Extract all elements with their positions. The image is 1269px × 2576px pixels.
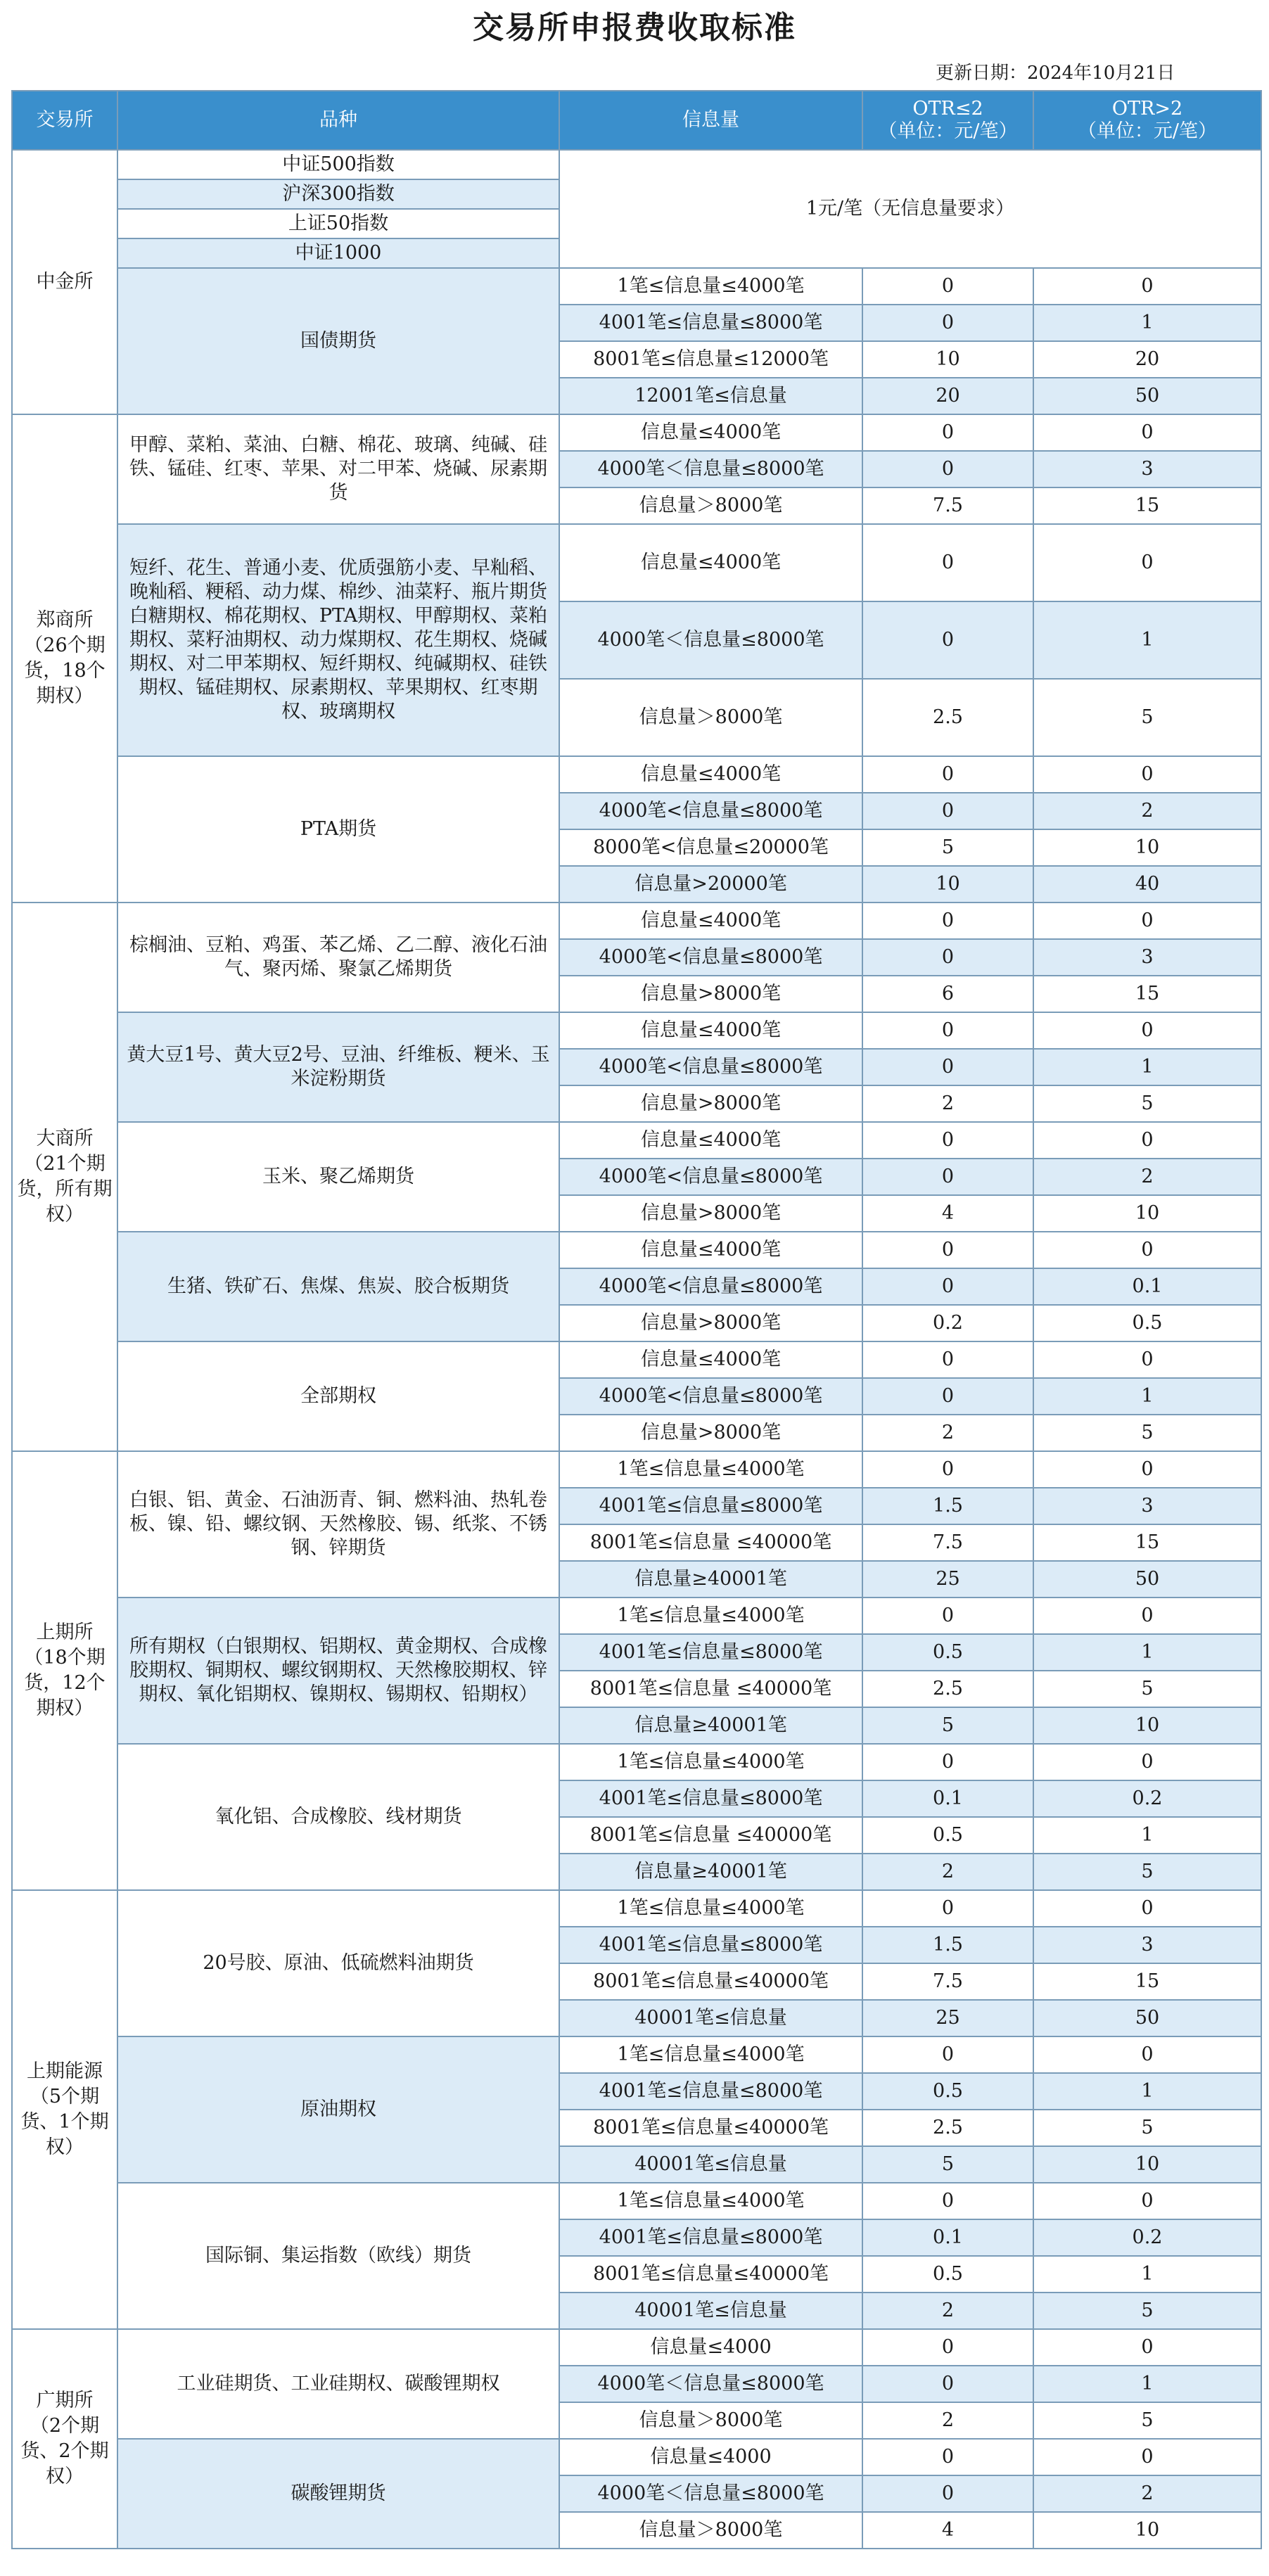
info-range-cell: 8001笔≤信息量≤40000笔 [559, 1963, 862, 2000]
fee-otr-gt-2-cell: 5 [1033, 2402, 1261, 2439]
fee-otr-gt-2-cell: 50 [1033, 1561, 1261, 1598]
exchange-cell: 中金所 [12, 150, 117, 414]
fee-otr-le-2-cell: 0 [862, 2329, 1033, 2366]
fee-otr-gt-2-cell: 3 [1033, 451, 1261, 487]
exchange-cell: 上期所 （18个期货，12个期权） [12, 1451, 117, 1890]
fee-otr-le-2-cell: 0.1 [862, 2219, 1033, 2256]
info-range-cell: 信息量≤4000笔 [559, 1341, 862, 1378]
fee-otr-le-2-cell: 0 [862, 1159, 1033, 1195]
index-product-cell: 中证1000 [117, 238, 559, 268]
header-otr-gt-2-line2: （单位：元/笔） [1077, 120, 1218, 142]
info-range-cell: 信息量≤4000笔 [559, 903, 862, 939]
fee-otr-le-2-cell: 0 [862, 451, 1033, 487]
table-row [12, 1451, 1261, 1488]
fee-otr-le-2-cell: 7.5 [862, 487, 1033, 524]
table-row [12, 1341, 1261, 1378]
fee-otr-le-2-cell: 0 [862, 793, 1033, 829]
fee-otr-le-2-cell: 0 [862, 1232, 1033, 1268]
fee-otr-le-2-cell: 0 [862, 2183, 1033, 2219]
fee-otr-le-2-cell: 25 [862, 2000, 1033, 2036]
fee-otr-le-2-cell: 1.5 [862, 1927, 1033, 1963]
fee-otr-le-2-cell: 0 [862, 2475, 1033, 2512]
header-product: 品种 [117, 91, 559, 150]
info-range-cell: 4000笔＜信息量≤8000笔 [559, 451, 862, 487]
fee-otr-gt-2-cell: 0 [1033, 1232, 1261, 1268]
fee-otr-le-2-cell: 0.2 [862, 1305, 1033, 1341]
fee-otr-le-2-cell: 0 [862, 1341, 1033, 1378]
fee-otr-gt-2-cell: 5 [1033, 679, 1261, 756]
fee-table [11, 90, 1262, 2549]
fee-otr-gt-2-cell: 5 [1033, 1854, 1261, 1890]
info-range-cell: 信息量≤4000 [559, 2439, 862, 2475]
index-product-cell: 中证500指数 [117, 150, 559, 179]
table-row [12, 268, 1261, 305]
fee-otr-le-2-cell: 7.5 [862, 1524, 1033, 1561]
info-range-cell: 40001笔≤信息量 [559, 2146, 862, 2183]
info-range-cell: 信息量>8000笔 [559, 1195, 862, 1232]
fee-otr-le-2-cell: 0 [862, 2439, 1033, 2475]
fee-otr-gt-2-cell: 10 [1033, 1707, 1261, 1744]
product-cell: 生猪、铁矿石、焦煤、焦炭、胶合板期货 [117, 1232, 559, 1341]
fee-otr-gt-2-cell: 50 [1033, 2000, 1261, 2036]
info-range-cell: 信息量≤4000笔 [559, 1232, 862, 1268]
fee-otr-gt-2-cell: 0 [1033, 1744, 1261, 1780]
fee-otr-gt-2-cell: 1 [1033, 2073, 1261, 2110]
info-range-cell: 8001笔≤信息量≤40000笔 [559, 2110, 862, 2146]
fee-otr-le-2-cell: 0 [862, 2036, 1033, 2073]
fee-otr-le-2-cell: 0 [862, 1378, 1033, 1415]
product-cell: 棕榈油、豆粕、鸡蛋、苯乙烯、乙二醇、液化石油气、聚丙烯、聚氯乙烯期货 [117, 903, 559, 1012]
header-exchange: 交易所 [12, 91, 117, 150]
info-range-cell: 信息量≥40001笔 [559, 1707, 862, 1744]
header-otr-gt-2-line1: OTR>2 [1111, 98, 1183, 120]
fee-otr-le-2-cell: 2 [862, 1854, 1033, 1890]
info-range-cell: 信息量≤4000笔 [559, 1122, 862, 1159]
info-range-cell: 12001笔≤信息量 [559, 378, 862, 414]
table-row [12, 903, 1261, 939]
index-product-cell: 上证50指数 [117, 209, 559, 238]
fee-otr-gt-2-cell: 0.2 [1033, 2219, 1261, 2256]
fee-otr-le-2-cell: 10 [862, 341, 1033, 378]
exchange-cell: 上期能源 （5个期货、1个期权） [12, 1890, 117, 2329]
fee-otr-gt-2-cell: 0 [1033, 2329, 1261, 2366]
fee-otr-le-2-cell: 7.5 [862, 1963, 1033, 2000]
info-range-cell: 8000笔<信息量≤20000笔 [559, 829, 862, 866]
table-row [12, 1122, 1261, 1159]
fee-otr-gt-2-cell: 2 [1033, 793, 1261, 829]
fee-otr-gt-2-cell: 0.5 [1033, 1305, 1261, 1341]
index-rule-cell: 1元/笔（无信息量要求） [559, 150, 1261, 268]
info-range-cell: 信息量≤4000笔 [559, 414, 862, 451]
table-row [12, 1232, 1261, 1268]
fee-otr-le-2-cell: 0 [862, 1451, 1033, 1488]
info-range-cell: 信息量>8000笔 [559, 1085, 862, 1122]
header-otr-le-2-line1: OTR≤2 [912, 98, 983, 120]
fee-otr-gt-2-cell: 3 [1033, 1488, 1261, 1524]
header-otr-le-2 [862, 91, 1033, 150]
fee-otr-le-2-cell: 2.5 [862, 2110, 1033, 2146]
product-cell: 短纤、花生、普通小麦、优质强筋小麦、早籼稻、晚籼稻、粳稻、动力煤、棉纱、油菜籽、瓶片期货 白糖期权、棉花期权、PTA期权、甲醇期权、菜粕期权、菜籽油期权、动力煤期权、花生期权、烧碱期权、对二甲苯期权、短纤期权、纯碱期权、硅铁期权、锰硅期权、尿素期权、苹果期权、红枣期权、玻璃期权 [117, 524, 559, 756]
info-range-cell: 40001笔≤信息量 [559, 2000, 862, 2036]
fee-otr-gt-2-cell: 15 [1033, 487, 1261, 524]
info-range-cell: 4000笔<信息量≤8000笔 [559, 939, 862, 976]
product-cell: 甲醇、菜粕、菜油、白糖、棉花、玻璃、纯碱、硅铁、锰硅、红枣、苹果、对二甲苯、烧碱、尿素期货 [117, 414, 559, 524]
info-range-cell: 8001笔≤信息量≤12000笔 [559, 341, 862, 378]
fee-otr-gt-2-cell: 0 [1033, 2183, 1261, 2219]
fee-otr-le-2-cell: 2 [862, 1415, 1033, 1451]
fee-otr-le-2-cell: 2.5 [862, 1671, 1033, 1707]
fee-otr-gt-2-cell: 5 [1033, 1085, 1261, 1122]
info-range-cell: 1笔≤信息量≤4000笔 [559, 1598, 862, 1634]
product-cell: 氧化铝、合成橡胶、线材期货 [117, 1744, 559, 1890]
fee-otr-le-2-cell: 5 [862, 2146, 1033, 2183]
fee-otr-gt-2-cell: 1 [1033, 2256, 1261, 2293]
info-range-cell: 4001笔≤信息量≤8000笔 [559, 2219, 862, 2256]
product-cell: 国际铜、集运指数（欧线）期货 [117, 2183, 559, 2329]
page-title: 交易所申报费收取标准 [473, 10, 796, 46]
info-range-cell: 信息量>20000笔 [559, 866, 862, 903]
fee-otr-le-2-cell: 25 [862, 1561, 1033, 1598]
info-range-cell: 4000笔＜信息量≤8000笔 [559, 2366, 862, 2402]
fee-otr-gt-2-cell: 10 [1033, 829, 1261, 866]
fee-otr-le-2-cell: 0 [862, 268, 1033, 305]
fee-otr-le-2-cell: 2.5 [862, 679, 1033, 756]
info-range-cell: 1笔≤信息量≤4000笔 [559, 268, 862, 305]
fee-otr-gt-2-cell: 1 [1033, 601, 1261, 679]
fee-otr-gt-2-cell: 0 [1033, 1451, 1261, 1488]
fee-otr-gt-2-cell: 1 [1033, 1634, 1261, 1671]
product-cell: 黄大豆1号、黄大豆2号、豆油、纤维板、粳米、玉米淀粉期货 [117, 1012, 559, 1122]
product-cell: 原油期权 [117, 2036, 559, 2183]
fee-otr-gt-2-cell: 0 [1033, 2439, 1261, 2475]
info-range-cell: 8001笔≤信息量 ≤40000笔 [559, 1671, 862, 1707]
fee-otr-gt-2-cell: 0 [1033, 903, 1261, 939]
product-cell: 20号胶、原油、低硫燃料油期货 [117, 1890, 559, 2036]
fee-otr-gt-2-cell: 0 [1033, 1890, 1261, 1927]
table-row [12, 414, 1261, 451]
product-cell: 国债期货 [117, 268, 559, 414]
fee-otr-le-2-cell: 5 [862, 829, 1033, 866]
table-row [12, 1890, 1261, 1927]
product-cell: 工业硅期货、工业硅期权、碳酸锂期权 [117, 2329, 559, 2439]
fee-otr-gt-2-cell: 15 [1033, 1963, 1261, 2000]
fee-otr-gt-2-cell: 0 [1033, 1341, 1261, 1378]
info-range-cell: 8001笔≤信息量 ≤40000笔 [559, 1524, 862, 1561]
info-range-cell: 信息量≤4000 [559, 2329, 862, 2366]
fee-otr-le-2-cell: 0 [862, 2366, 1033, 2402]
info-range-cell: 信息量＞8000笔 [559, 2512, 862, 2549]
info-range-cell: 4000笔<信息量≤8000笔 [559, 1378, 862, 1415]
info-range-cell: 信息量>8000笔 [559, 1415, 862, 1451]
fee-otr-gt-2-cell: 5 [1033, 1415, 1261, 1451]
fee-otr-le-2-cell: 0 [862, 601, 1033, 679]
exchange-cell: 郑商所 （26个期货，18个期权） [12, 414, 117, 903]
fee-otr-le-2-cell: 0 [862, 903, 1033, 939]
table-row [12, 1598, 1261, 1634]
table-row [12, 524, 1261, 601]
info-range-cell: 4001笔≤信息量≤8000笔 [559, 1488, 862, 1524]
fee-otr-le-2-cell: 0 [862, 524, 1033, 601]
fee-otr-le-2-cell: 20 [862, 378, 1033, 414]
fee-otr-le-2-cell: 0 [862, 1598, 1033, 1634]
table-row [12, 2439, 1261, 2475]
info-range-cell: 4000笔<信息量≤8000笔 [559, 1049, 862, 1085]
fee-otr-gt-2-cell: 20 [1033, 341, 1261, 378]
info-range-cell: 4001笔≤信息量≤8000笔 [559, 1927, 862, 1963]
fee-otr-gt-2-cell: 1 [1033, 2366, 1261, 2402]
fee-otr-gt-2-cell: 40 [1033, 866, 1261, 903]
fee-otr-le-2-cell: 0 [862, 756, 1033, 793]
fee-otr-gt-2-cell: 1 [1033, 1817, 1261, 1854]
fee-otr-gt-2-cell: 0 [1033, 1012, 1261, 1049]
fee-otr-le-2-cell: 10 [862, 866, 1033, 903]
header-otr-le-2-line2: （单位：元/笔） [878, 120, 1018, 142]
info-range-cell: 信息量≥40001笔 [559, 1561, 862, 1598]
fee-otr-le-2-cell: 4 [862, 2512, 1033, 2549]
header-info: 信息量 [559, 91, 862, 150]
fee-otr-gt-2-cell: 1 [1033, 1049, 1261, 1085]
table-header-row [12, 91, 1261, 150]
fee-otr-le-2-cell: 6 [862, 976, 1033, 1012]
info-range-cell: 4001笔≤信息量≤8000笔 [559, 2073, 862, 2110]
info-range-cell: 4000笔<信息量≤8000笔 [559, 1268, 862, 1305]
fee-otr-gt-2-cell: 0 [1033, 1122, 1261, 1159]
fee-otr-le-2-cell: 0 [862, 1890, 1033, 1927]
header-otr-gt-2 [1033, 91, 1261, 150]
fee-otr-le-2-cell: 2 [862, 2402, 1033, 2439]
info-range-cell: 1笔≤信息量≤4000笔 [559, 2036, 862, 2073]
info-range-cell: 信息量＞8000笔 [559, 679, 862, 756]
fee-otr-gt-2-cell: 0 [1033, 524, 1261, 601]
fee-otr-gt-2-cell: 3 [1033, 939, 1261, 976]
fee-otr-gt-2-cell: 0 [1033, 756, 1261, 793]
fee-otr-gt-2-cell: 50 [1033, 378, 1261, 414]
info-range-cell: 4001笔≤信息量≤8000笔 [559, 1634, 862, 1671]
fee-otr-gt-2-cell: 0 [1033, 268, 1261, 305]
table-row [12, 1744, 1261, 1780]
info-range-cell: 信息量>8000笔 [559, 1305, 862, 1341]
fee-otr-le-2-cell: 0.1 [862, 1780, 1033, 1817]
fee-otr-le-2-cell: 0.5 [862, 2073, 1033, 2110]
fee-otr-le-2-cell: 0 [862, 1122, 1033, 1159]
fee-otr-le-2-cell: 2 [862, 2293, 1033, 2329]
info-range-cell: 40001笔≤信息量 [559, 2293, 862, 2329]
info-range-cell: 信息量≤4000笔 [559, 756, 862, 793]
fee-otr-le-2-cell: 1.5 [862, 1488, 1033, 1524]
info-range-cell: 4001笔≤信息量≤8000笔 [559, 1780, 862, 1817]
info-range-cell: 信息量＞8000笔 [559, 487, 862, 524]
info-range-cell: 1笔≤信息量≤4000笔 [559, 1744, 862, 1780]
info-range-cell: 4000笔＜信息量≤8000笔 [559, 2475, 862, 2512]
product-cell: 玉米、聚乙烯期货 [117, 1122, 559, 1232]
product-cell: 碳酸锂期货 [117, 2439, 559, 2549]
info-range-cell: 1笔≤信息量≤4000笔 [559, 2183, 862, 2219]
fee-otr-le-2-cell: 0.5 [862, 2256, 1033, 2293]
info-range-cell: 信息量＞8000笔 [559, 2402, 862, 2439]
fee-otr-gt-2-cell: 0.1 [1033, 1268, 1261, 1305]
info-range-cell: 信息量>8000笔 [559, 976, 862, 1012]
fee-otr-gt-2-cell: 1 [1033, 305, 1261, 341]
fee-otr-le-2-cell: 0 [862, 414, 1033, 451]
fee-otr-gt-2-cell: 0 [1033, 414, 1261, 451]
fee-otr-gt-2-cell: 0 [1033, 2036, 1261, 2073]
fee-otr-gt-2-cell: 5 [1033, 2110, 1261, 2146]
info-range-cell: 信息量≤4000笔 [559, 524, 862, 601]
fee-otr-le-2-cell: 2 [862, 1085, 1033, 1122]
fee-otr-gt-2-cell: 0.2 [1033, 1780, 1261, 1817]
fee-otr-gt-2-cell: 0 [1033, 1598, 1261, 1634]
table-row [12, 1012, 1261, 1049]
info-range-cell: 8001笔≤信息量≤40000笔 [559, 2256, 862, 2293]
index-product-cell: 沪深300指数 [117, 179, 559, 209]
product-cell: PTA期货 [117, 756, 559, 903]
exchange-cell: 大商所 （21个期货，所有期权） [12, 903, 117, 1451]
table-row [12, 2329, 1261, 2366]
info-range-cell: 4000笔<信息量≤8000笔 [559, 1159, 862, 1195]
fee-otr-le-2-cell: 5 [862, 1707, 1033, 1744]
fee-otr-gt-2-cell: 3 [1033, 1927, 1261, 1963]
fee-otr-gt-2-cell: 2 [1033, 2475, 1261, 2512]
fee-otr-gt-2-cell: 1 [1033, 1378, 1261, 1415]
info-range-cell: 8001笔≤信息量 ≤40000笔 [559, 1817, 862, 1854]
product-cell: 所有期权（白银期权、铝期权、黄金期权、合成橡胶期权、铜期权、螺纹钢期权、天然橡胶期权、锌期权、氧化铝期权、镍期权、锡期权、铅期权） [117, 1598, 559, 1744]
fee-otr-le-2-cell: 4 [862, 1195, 1033, 1232]
fee-otr-le-2-cell: 0 [862, 1049, 1033, 1085]
table-row [12, 2036, 1261, 2073]
fee-otr-le-2-cell: 0 [862, 939, 1033, 976]
fee-otr-gt-2-cell: 2 [1033, 1159, 1261, 1195]
fee-otr-le-2-cell: 0 [862, 305, 1033, 341]
fee-otr-gt-2-cell: 10 [1033, 2146, 1261, 2183]
product-cell: 全部期权 [117, 1341, 559, 1451]
fee-otr-le-2-cell: 0.5 [862, 1634, 1033, 1671]
exchange-cell: 广期所 （2个期货、2个期权） [12, 2329, 117, 2549]
update-date: 更新日期：2024年10月21日 [936, 63, 1175, 84]
fee-otr-le-2-cell: 0 [862, 1268, 1033, 1305]
fee-otr-gt-2-cell: 10 [1033, 1195, 1261, 1232]
product-cell: 白银、铝、黄金、石油沥青、铜、燃料油、热轧卷板、镍、铅、螺纹钢、天然橡胶、锡、纸浆、不锈钢、锌期货 [117, 1451, 559, 1598]
table-row [12, 2183, 1261, 2219]
info-range-cell: 4001笔≤信息量≤8000笔 [559, 305, 862, 341]
info-range-cell: 信息量≤4000笔 [559, 1012, 862, 1049]
fee-otr-le-2-cell: 0 [862, 1744, 1033, 1780]
fee-otr-gt-2-cell: 10 [1033, 2512, 1261, 2549]
fee-otr-le-2-cell: 0.5 [862, 1817, 1033, 1854]
info-range-cell: 1笔≤信息量≤4000笔 [559, 1451, 862, 1488]
fee-otr-gt-2-cell: 15 [1033, 1524, 1261, 1561]
info-range-cell: 4000笔＜信息量≤8000笔 [559, 601, 862, 679]
info-range-cell: 4000笔<信息量≤8000笔 [559, 793, 862, 829]
info-range-cell: 1笔≤信息量≤4000笔 [559, 1890, 862, 1927]
info-range-cell: 信息量≥40001笔 [559, 1854, 862, 1890]
fee-otr-gt-2-cell: 5 [1033, 2293, 1261, 2329]
table-row [12, 756, 1261, 793]
table-row [12, 150, 1261, 179]
fee-otr-le-2-cell: 0 [862, 1012, 1033, 1049]
fee-otr-gt-2-cell: 5 [1033, 1671, 1261, 1707]
fee-otr-gt-2-cell: 15 [1033, 976, 1261, 1012]
